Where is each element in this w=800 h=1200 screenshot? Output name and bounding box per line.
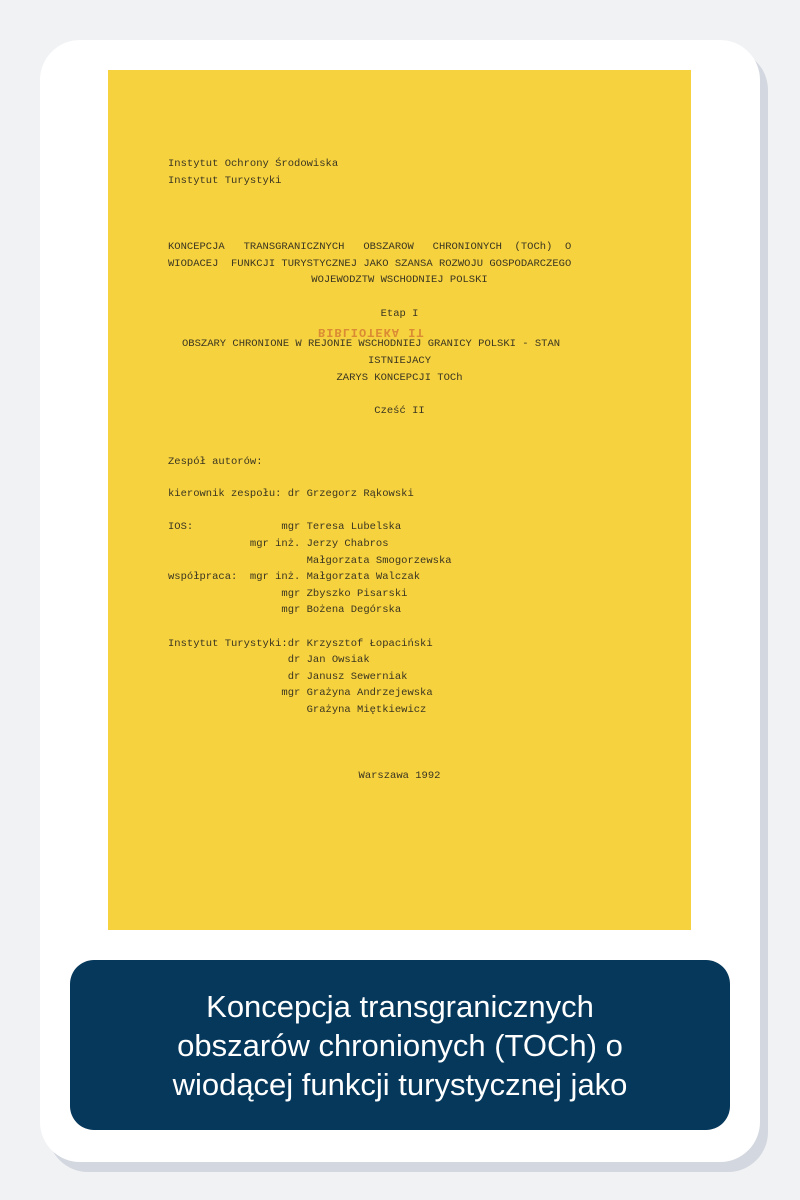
place-date: Warszawa 1992 bbox=[358, 770, 441, 782]
title-line-1: KONCEPCJA TRANSGRANICZNYCH OBSZAROW CHRONIONYCH (TOCh) O bbox=[168, 241, 572, 253]
document-scan bbox=[108, 70, 691, 930]
it-line: Instytut Turystyki:dr Krzysztof Łopaciński bbox=[168, 638, 433, 650]
caption-line: Koncepcja transgranicznych bbox=[206, 988, 594, 1024]
caption-line: wiodącej funkcji turystycznej jako bbox=[172, 1066, 628, 1102]
subtitle-line-3: ZARYS KONCEPCJI TOCh bbox=[336, 372, 463, 384]
caption-line: obszarów chronionych (TOCh) o bbox=[177, 1027, 623, 1063]
title-line-2: WIODACEJ FUNKCJI TURYSTYCZNEJ JAKO SZANSA ROZWOJU GOSPODARCZEGO bbox=[168, 258, 572, 270]
ios-line: IOS: mgr Teresa Lubelska bbox=[168, 521, 402, 533]
part-label: Cześć II bbox=[374, 405, 425, 417]
title-line-3: WOJEWODZTW WSCHODNIEJ POLSKI bbox=[311, 274, 488, 286]
ios-line: mgr inż. Jerzy Chabros bbox=[168, 538, 389, 550]
it-line: mgr Grażyna Andrzejewska bbox=[168, 687, 433, 699]
authors-heading: Zespół autorów: bbox=[168, 456, 263, 468]
subtitle-line-2: ISTNIEJACY bbox=[367, 355, 431, 367]
institution-ios: Instytut Ochrony Środowiska bbox=[168, 158, 339, 170]
institution-it: Instytut Turystyki bbox=[168, 175, 282, 187]
team-leader: kierownik zespołu: dr Grzegorz Rąkowski bbox=[168, 488, 414, 500]
library-stamp: BIBLIOTEKA IT bbox=[318, 325, 425, 339]
it-line: dr Janusz Sewerniak bbox=[168, 671, 408, 683]
stage-label: Etap I bbox=[380, 308, 419, 320]
ios-line: mgr Zbyszko Pisarski bbox=[168, 588, 408, 600]
ios-line: mgr Bożena Degórska bbox=[168, 604, 402, 616]
it-line: dr Jan Owsiak bbox=[168, 654, 370, 666]
subtitle-line-1: OBSZARY CHRONIONE W REJONIE WSCHODNIEJ GRANICY POLSKI - STAN bbox=[182, 338, 561, 350]
caption-banner bbox=[70, 960, 730, 1130]
ios-line: współpraca: mgr inż. Małgorzata Walczak bbox=[168, 571, 421, 583]
ios-line: Małgorzata Smogorzewska bbox=[168, 555, 452, 567]
it-line: Grażyna Miętkiewicz bbox=[168, 704, 427, 716]
